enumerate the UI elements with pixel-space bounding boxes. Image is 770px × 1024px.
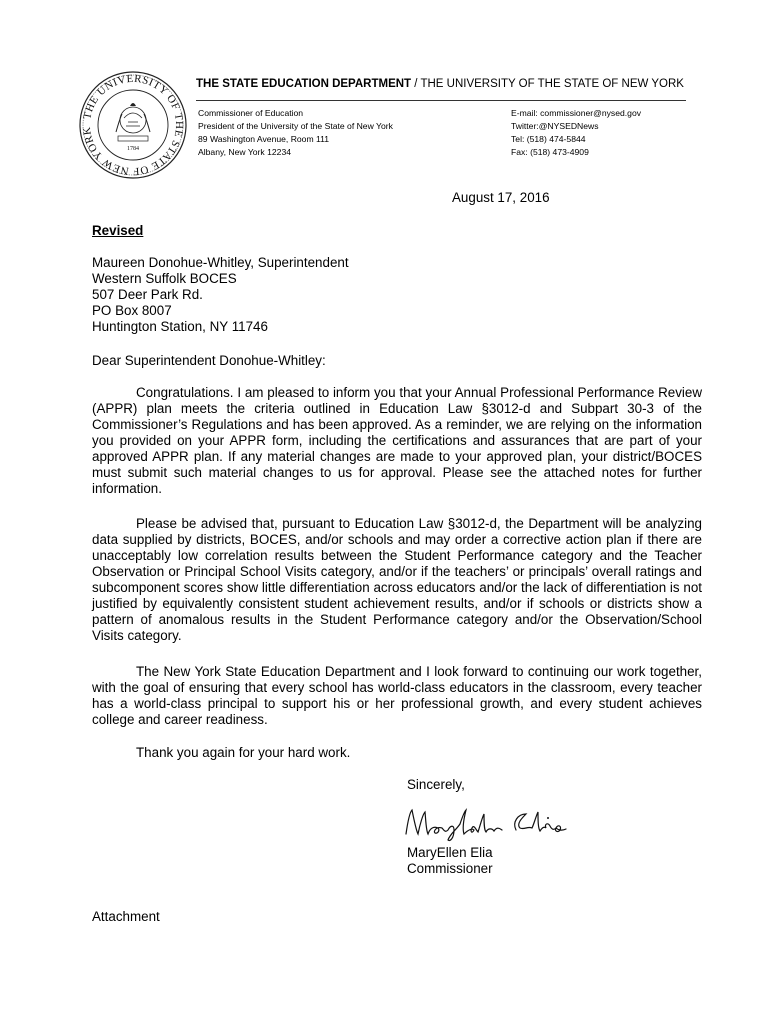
header-left-line: President of the University of the State of New York [198,121,393,131]
signatory-block [407,845,493,877]
revised-label: Revised [92,223,144,238]
closing: Sincerely, [407,777,465,792]
header-right-block [511,107,641,159]
address-line: PO Box 8007 [92,303,172,318]
body-paragraph-3: The New York State Education Department and I look forward to continuing our work together, with the goal of ensuring that every school has world-class educators in the classroom, every teacher has a world-class principal to support his or her professional growth, and every student achieves college and career readiness. [92,664,702,727]
body-paragraph-2: Please be advised that, pursuant to Education Law §3012-d, the Department will be analyzing data supplied by districts, BOCES, and/or schools and may order a corrective action plan if there are unacceptably low correlation results between the Student Performance category and the Teacher Observation or Principal School Visits category, and/or if the teachers’ or principals’ overall ratings and subcomponent scores show little differentiation across educators and/or the lack of differentiation is not justified by equivalently consistent student achievement results, and/or if schools or districts show a pattern of anomalous results in the Student Performance category and/or the Observation/School Visits category. [92,516,702,643]
header-title-rest: / THE UNIVERSITY OF THE STATE OF NEW YORK [411,78,684,90]
header-email: E-mail: commissioner@nysed.gov [511,108,642,118]
recipient-address [92,255,349,335]
header-divider [196,100,686,101]
seal-outer-text: THE UNIVERSITY OF THE STATE OF NEW YORK [80,72,186,178]
header-fax: Fax: (518) 473-4909 [511,147,589,157]
svg-text:THE UNIVERSITY OF THE STATE OF [81,73,185,177]
header-left-line: Commissioner of Education [198,108,304,118]
letter-date: August 17, 2016 [452,190,550,205]
handwritten-signature [398,800,568,850]
header-title-bold: THE STATE EDUCATION DEPARTMENT [196,78,412,90]
header-phone: Tel: (518) 474-5844 [511,134,586,144]
header-left-line: Albany, New York 12234 [198,147,292,157]
address-line: Maureen Donohue-Whitley, Superintendent [92,255,349,270]
signatory-name: MaryEllen Elia [407,845,493,860]
address-line: 507 Deer Park Rd. [92,287,203,302]
attachment-note: Attachment [92,909,160,924]
address-line: Huntington Station, NY 11746 [92,319,268,334]
body-paragraph-1: Congratulations. I am pleased to inform you that your Annual Professional Performance Review (APPR) plan meets the criteria outlined in Education Law §3012-d and Subpart 30-3 of the Commissioner’s Regulations and has been approved. As a reminder, we are relying on the information you provided on your APPR form, including the certifications and assurances that are part of your approved APPR plan. If any material changes are made to your approved plan, your district/BOCES must submit such material changes to us for approval. Please see the attached notes for further information. [92,385,702,496]
header-left-block [198,107,393,159]
header-twitter: Twitter:@NYSEDNews [511,121,599,131]
salutation: Dear Superintendent Donohue-Whitley: [92,353,326,368]
signatory-title: Commissioner [407,861,493,876]
body-paragraph-4: Thank you again for your hard work. [136,745,351,760]
seal-year: 1784 [127,146,139,152]
state-seal-icon [78,70,188,180]
header-left-line: 89 Washington Avenue, Room 111 [198,134,330,144]
header-title [196,78,696,90]
address-line: Western Suffolk BOCES [92,271,237,286]
